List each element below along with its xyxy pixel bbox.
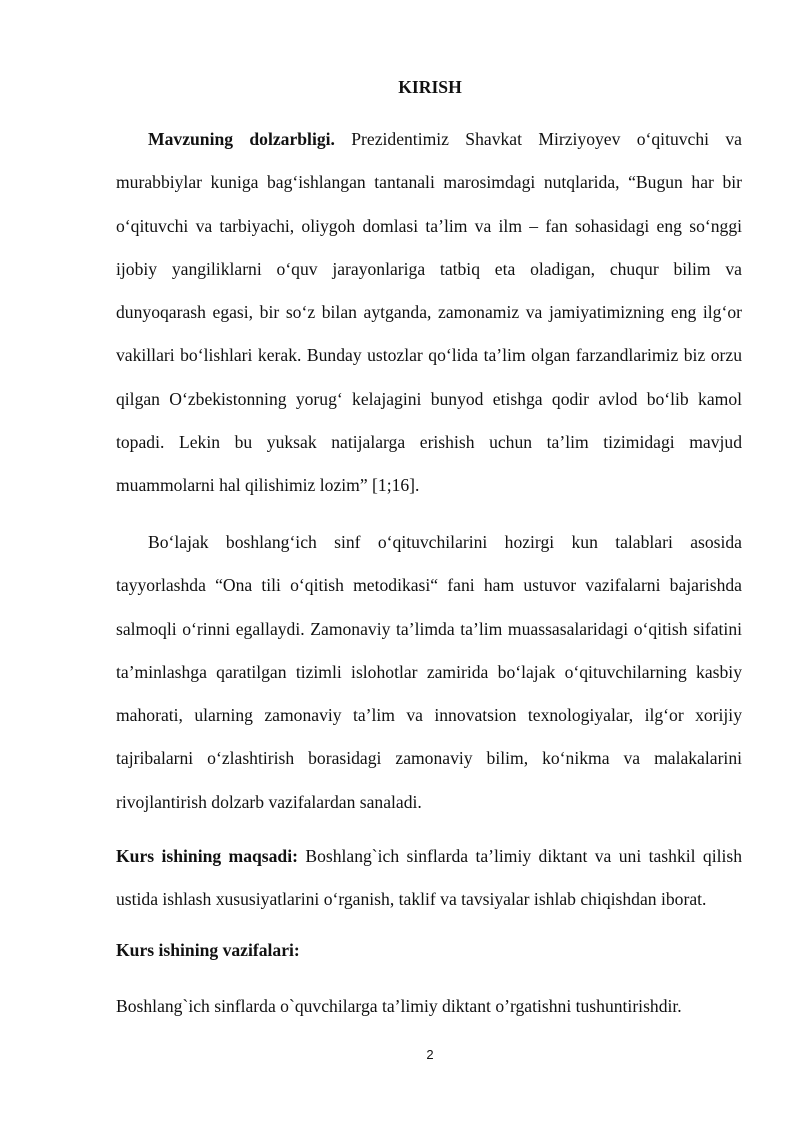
section-title: KIRISH: [398, 77, 462, 97]
relevance-text: Prezidentimiz Shavkat Mirziyoyev o‘qituvchi va murabbiylar kuniga bag‘ishlangan tantanali marosimdagi nutqlarida, “Bugun har bir o‘qituvchi va tarbiyachi, oliygoh domlasi ta’lim va ilm – fan sohasidagi eng so‘nggi ijobiy yangiliklarni o‘quv jarayonlariga tatbiq eta oladigan, chuqur bilim va dunyoqarash egasi, bir so‘z bilan aytganda, zamonamiz va jamiyatimizning eng ilg‘or vakillari bo‘lishlari kerak. Bunday ustozlar qo‘lida ta’lim olgan farzandlarimiz biz orzu qilgan O‘zbekistonning yorug‘ kelajagini bunyod etishga qodir avlod bo‘lib kamol topadi. Lekin bu yuksak natijalarga erishish uchun ta’lim tizimidagi mavjud muammolarni hal qilishimiz lozim” [1;16].: [116, 129, 742, 496]
page-number: 2: [426, 1047, 434, 1062]
task-item: Boshlang`ich sinflarda o`quvchilarga ta’limiy diktant o’rgatishni tushuntirishdir.: [116, 996, 682, 1016]
goal-text: Boshlang`ich sinflarda ta’limiy diktant va uni tashkil qilish ustida ishlash xususiyatlarini o‘rganish, taklif va tavsiyalar ishlab chiqishdan iborat.: [116, 846, 742, 910]
relevance-heading: Mavzuning dolzarbligi.: [148, 129, 335, 149]
methodology-paragraph: Bo‘lajak boshlang‘ich sinf o‘qituvchilarini hozirgi kun talablari asosida tayyorlashda “Ona tili o‘qitish metodikasi“ fani ham ustuvor vazifalarni bajarishda salmoqli o‘rinni egallaydi. Zamonaviy ta’limda ta’lim muassasalaridagi o‘qitish sifatini ta’minlashga qaratilgan tizimli islohotlar zamirida bo‘lajak o‘qituvchilarning kasbiy mahorati, ularning zamonaviy ta’lim va innovatsion texnologiyalar, ilg‘or xorijiy tajribalarni o‘zlashtirish borasidagi zamonaviy bilim, ko‘nikma va malakalarini rivojlantirish dolzarb vazifalardan sanaladi.: [116, 532, 742, 812]
goal-label: Kurs ishining maqsadi:: [116, 846, 298, 866]
goal-paragraph: [116, 835, 742, 922]
tasks-heading: Kurs ishining vazifalari:: [116, 940, 300, 960]
relevance-paragraph: [116, 118, 742, 508]
